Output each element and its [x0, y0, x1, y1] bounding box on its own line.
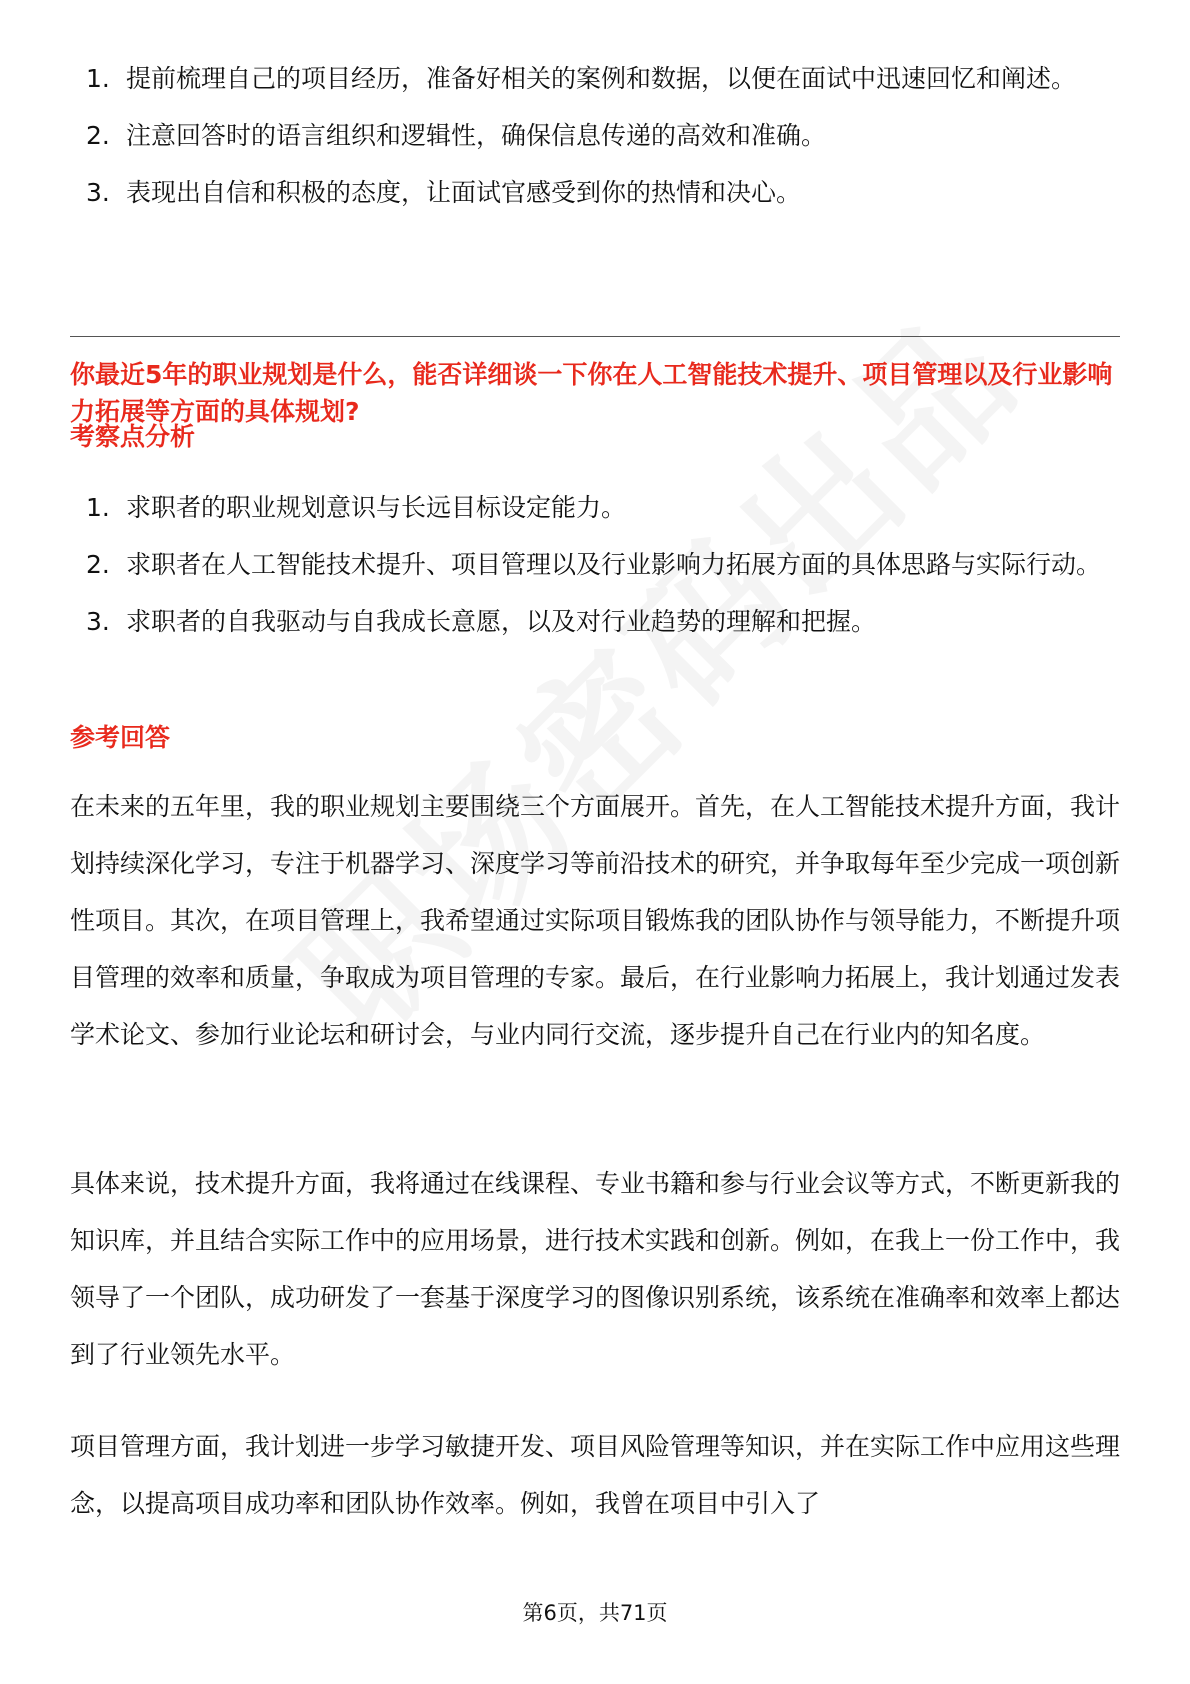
list-number: 1. [86, 64, 110, 93]
interview-question: 你最近5年的职业规划是什么，能否详细谈一下你在人工智能技术提升、项目管理以及行业影响力拓展等方面的具体规划? [70, 360, 1113, 426]
list-number: 2. [86, 550, 110, 579]
analysis-heading: 考察点分析 [70, 422, 196, 451]
list-item [0, 164, 1190, 221]
list-number: 1. [86, 493, 110, 522]
list-number: 3. [86, 607, 110, 636]
page-footer: 第6页，共71页 [522, 1601, 668, 1625]
list-item [0, 593, 1190, 650]
list-item [0, 107, 1190, 164]
list-text: 求职者在人工智能技术提升、项目管理以及行业影响力拓展方面的具体思路与实际行动。 [126, 550, 1102, 579]
list-number: 2. [86, 121, 110, 150]
list-item [0, 50, 1190, 107]
answer-paragraph: 具体来说，技术提升方面，我将通过在线课程、专业书籍和参与行业会议等方式，不断更新我的知识库，并且结合实际工作中的应用场景，进行技术实践和创新。例如，在我上一份工作中，我领导了一个团队，成功研发了一套基于深度学习的图像识别系统，该系统在准确率和效率上都达到了行业领先水平。 [70, 1169, 1121, 1369]
list-number: 3. [86, 178, 110, 207]
list-text: 注意回答时的语言组织和逻辑性，确保信息传递的高效和准确。 [126, 121, 827, 150]
section-divider [70, 336, 1120, 337]
answer-paragraph: 在未来的五年里，我的职业规划主要围绕三个方面展开。首先，在人工智能技术提升方面，我计划持续深化学习，专注于机器学习、深度学习等前沿技术的研究，并争取每年至少完成一项创新性项目。其次，在项目管理上，我希望通过实际项目锻炼我的团队协作与领导能力，不断提升项目管理的效率和质量，争取成为项目管理的专家。最后，在行业影响力拓展上，我计划通过发表学术论文、参加行业论坛和研讨会，与业内同行交流，逐步提升自己在行业内的知名度。 [70, 792, 1121, 1049]
list-text: 求职者的职业规划意识与长远目标设定能力。 [126, 493, 627, 522]
tips-list [0, 50, 1190, 221]
answer-paragraph: 项目管理方面，我计划进一步学习敏捷开发、项目风险管理等知识，并在实际工作中应用这些理念，以提高项目成功率和团队协作效率。例如，我曾在项目中引入了 [70, 1432, 1121, 1518]
analysis-list [0, 479, 1190, 650]
answer-heading: 参考回答 [70, 723, 171, 752]
list-text: 提前梳理自己的项目经历，准备好相关的案例和数据，以便在面试中迅速回忆和阐述。 [126, 64, 1077, 93]
list-text: 求职者的自我驱动与自我成长意愿，以及对行业趋势的理解和把握。 [126, 607, 877, 636]
list-item [0, 479, 1190, 536]
list-item [0, 536, 1190, 593]
list-text: 表现出自信和积极的态度，让面试官感受到你的热情和决心。 [126, 178, 802, 207]
